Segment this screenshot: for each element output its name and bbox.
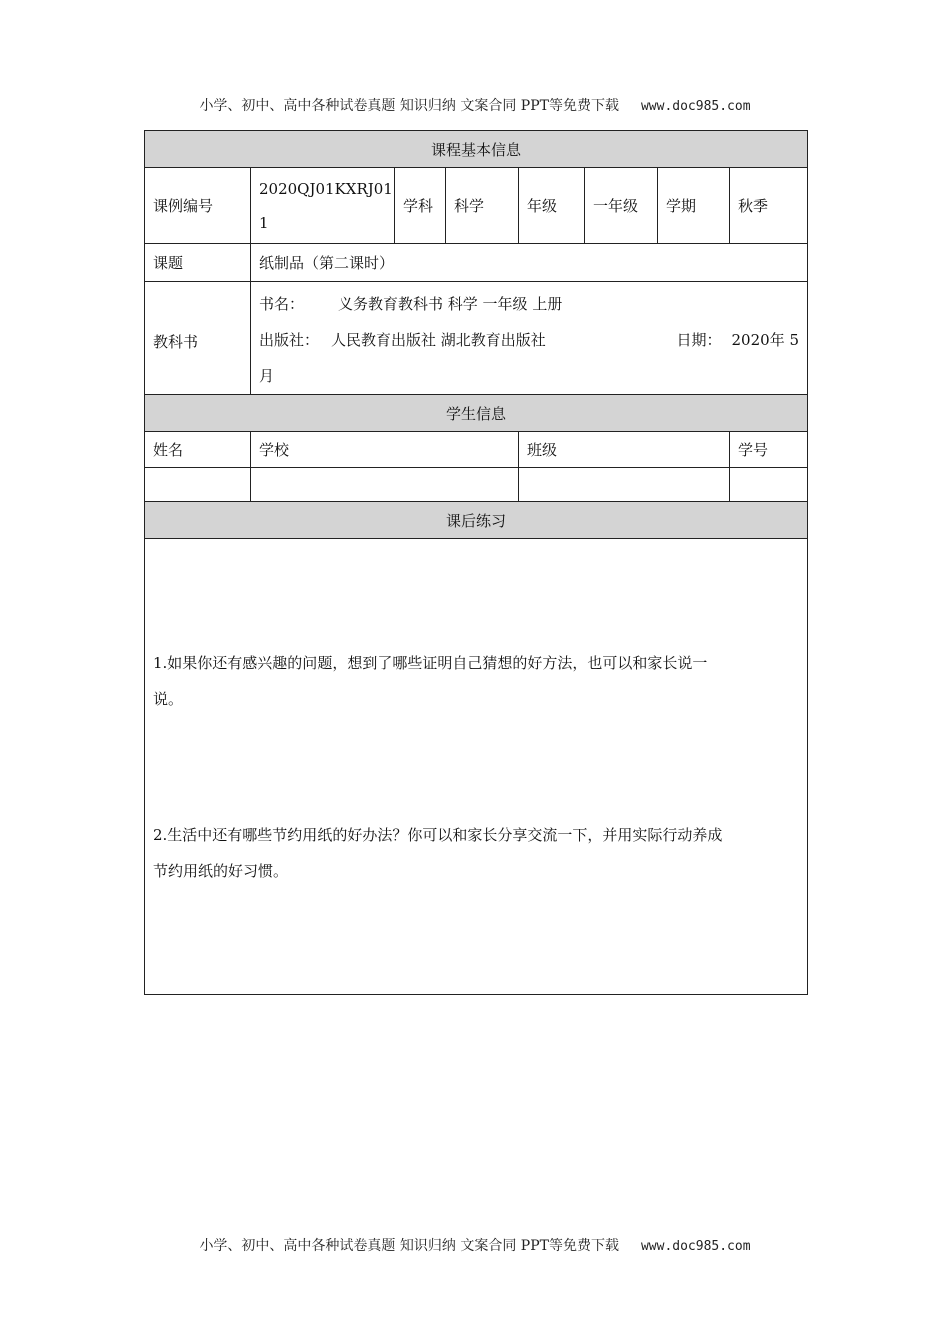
lesson-id-value: 2020QJ01KXRJ01 1 bbox=[251, 168, 395, 244]
topic-value: 纸制品（第二课时） bbox=[251, 244, 808, 282]
name-field[interactable] bbox=[145, 468, 251, 502]
question-2: 2.生活中还有哪些节约用纸的好办法？你可以和家长分享交流一下，并用实际行动养成 节约用纸的好习惯。 bbox=[153, 825, 723, 880]
exercises-body bbox=[145, 539, 808, 995]
name-label: 姓名 bbox=[145, 432, 251, 468]
term-value: 秋季 bbox=[730, 168, 808, 244]
question-1: 1.如果你还有感兴趣的问题，想到了哪些证明自己猜想的好方法，也可以和家长说一 说。 bbox=[153, 653, 708, 708]
class-label: 班级 bbox=[519, 432, 730, 468]
course-info-heading: 课程基本信息 bbox=[145, 131, 808, 168]
exercises-heading: 课后练习 bbox=[145, 502, 808, 539]
book-name-value: 义务教育教科书 科学 一年级 上册 bbox=[338, 295, 563, 313]
lesson-id-label: 课例编号 bbox=[145, 168, 251, 244]
publisher-label: 出版社： bbox=[259, 331, 320, 349]
footer-text: 小学、初中、高中各种试卷真题 知识归纳 文案合同 PPT等免费下载 bbox=[199, 1238, 619, 1254]
date: 日期： 2020年 5 bbox=[676, 331, 800, 349]
textbook-details bbox=[251, 282, 808, 395]
footer-site: www.doc985.com bbox=[640, 1239, 751, 1254]
grade-value: 一年级 bbox=[585, 168, 658, 244]
date-wrap: 月 bbox=[259, 367, 275, 385]
student-info-heading: 学生信息 bbox=[145, 395, 808, 432]
topic-label: 课题 bbox=[145, 244, 251, 282]
header-site: www.doc985.com bbox=[640, 99, 751, 114]
student-number-label: 学号 bbox=[730, 432, 808, 468]
student-number-field[interactable] bbox=[730, 468, 808, 502]
subject-value: 科学 bbox=[446, 168, 519, 244]
page-header bbox=[0, 95, 950, 115]
page-footer bbox=[0, 1235, 950, 1255]
subject-label: 学科 bbox=[395, 168, 446, 244]
school-field[interactable] bbox=[251, 468, 519, 502]
class-field[interactable] bbox=[519, 468, 730, 502]
publisher-value: 人民教育出版社 湖北教育出版社 bbox=[331, 331, 546, 349]
term-label: 学期 bbox=[658, 168, 730, 244]
lesson-info-table bbox=[144, 130, 808, 995]
header-text: 小学、初中、高中各种试卷真题 知识归纳 文案合同 PPT等免费下载 bbox=[199, 98, 619, 114]
school-label: 学校 bbox=[251, 432, 519, 468]
textbook-label: 教科书 bbox=[145, 282, 251, 395]
book-name-label: 书名： bbox=[259, 295, 305, 313]
grade-label: 年级 bbox=[519, 168, 585, 244]
